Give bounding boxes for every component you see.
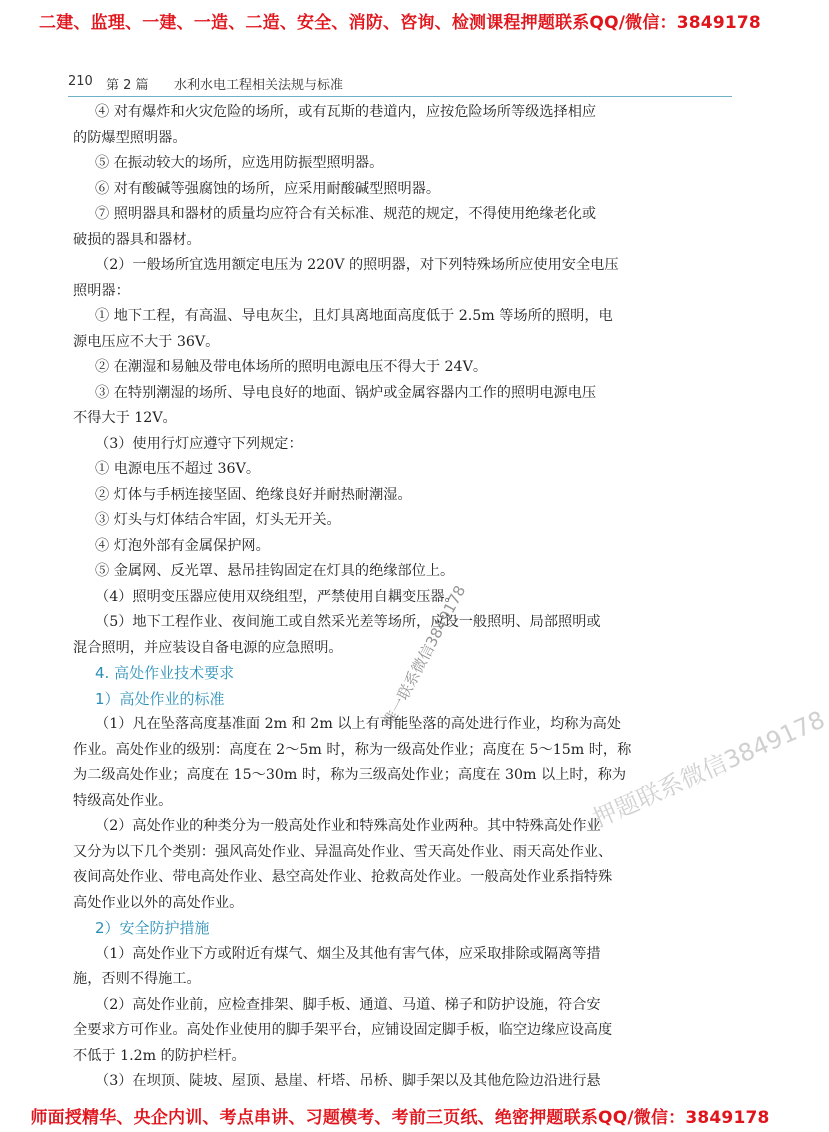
- watermark-text: 押题联系微信3849178: [588, 705, 829, 834]
- text-line: （3）在坝顶、陡坡、屋顶、悬崖、杆塔、吊桥、脚手架以及其他危险边沿进行悬: [95, 1073, 601, 1089]
- text-line: 源电压应不大于 36V。: [73, 333, 220, 350]
- text-line: （2）一般场所宜选用额定电压为 220V 的照明器，对下列特殊场所应使用安全电压: [95, 257, 619, 273]
- section-heading: 4. 高处作业技术要求: [95, 664, 235, 682]
- text-line: 作业。高处作业的级别：高度在 2～5m 时，称为一级高处作业；高度在 5～15m 时，称: [73, 741, 632, 758]
- text-line: （2）高处作业的种类分为一般高处作业和特殊高处作业两种。其中特殊高处作业: [95, 818, 601, 834]
- part-title: 水利水电工程相关法规与标准: [174, 78, 344, 93]
- text-line: 施，否则不得施工。: [73, 971, 201, 987]
- text-line: （5）地下工程作业、夜间施工或自然采光差等场所，应设一般照明、局部照明或: [95, 614, 601, 630]
- text-line: ② 灯体与手柄连接坚固、绝缘良好并耐热耐潮湿。: [95, 486, 412, 503]
- text-line: （4）照明变压器应使用双绕组型，严禁使用自耦变压器。: [95, 588, 459, 605]
- text-line: ⑤ 在振动较大的场所，应选用防振型照明器。: [95, 155, 384, 171]
- text-line: 为二级高处作业；高度在 15～30m 时，称为三级高处作业；高度在 30m 以上时，称为: [73, 767, 627, 783]
- text-line: （1）凡在坠落高度基准面 2m 和 2m 以上有可能坠落的高处进行作业，均称为高处: [95, 716, 622, 732]
- page-number: 210: [68, 74, 93, 89]
- text-line: 不得大于 12V。: [73, 410, 177, 426]
- page-header: [68, 70, 732, 97]
- text-line: 混合照明，并应装设自备电源的应急照明。: [73, 639, 343, 656]
- text-line: （2）高处作业前，应检查排架、脚手板、通道、马道、梯子和防护设施，符合安: [95, 996, 601, 1013]
- text-line: ① 地下工程，有高温、导电灰尘，且灯具离地面高度低于 2.5m 等场所的照明，电: [95, 308, 613, 324]
- text-line: ⑤ 金属网、反光罩、悬吊挂钩固定在灯具的绝缘部位上。: [95, 563, 455, 579]
- text-line: 全要求方可作业。高处作业使用的脚手架平台，应铺设固定脚手板，临空边缘应设高度: [73, 1022, 613, 1038]
- body-text: [73, 100, 733, 1095]
- subsection-heading: 2）安全防护措施: [95, 919, 210, 937]
- text-line: 又分为以下几个类别：强风高处作业、异温高处作业、雪天高处作业、雨天高处作业、: [73, 843, 613, 860]
- text-line: ② 在潮湿和易触及带电体场所的照明电源电压不得大于 24V。: [95, 359, 488, 375]
- watermark-text: 唯一联系微信3849178: [379, 582, 470, 730]
- text-line: ① 电源电压不超过 36V。: [95, 461, 261, 477]
- part-label: 第 2 篇: [106, 78, 149, 93]
- text-line: ④ 灯泡外部有金属保护网。: [95, 537, 270, 554]
- top-promo-banner: 二建、监理、一建、一造、二造、安全、消防、咨询、检测课程押题联系QQ/微信：3849178: [39, 13, 761, 33]
- text-line: （3）使用行灯应遵守下列规定：: [95, 435, 303, 452]
- text-line: 不低于 1.2m 的防护栏杆。: [73, 1047, 246, 1064]
- text-line: （1）高处作业下方或附近有煤气、烟尘及其他有害气体，应采取排除或隔离等措: [95, 945, 601, 962]
- text-line: 破损的器具和器材。: [73, 231, 201, 248]
- text-line: ④ 对有爆炸和火灾危险的场所，或有瓦斯的巷道内，应按危险场所等级选择相应: [95, 104, 597, 120]
- text-line: 照明器：: [73, 282, 130, 299]
- text-line: ③ 灯头与灯体结合牢固，灯头无开关。: [95, 512, 341, 528]
- bottom-promo-banner: 师面授精华、央企内训、考点串讲、习题模考、考前三页纸、绝密押题联系QQ/微信：3849178: [30, 1108, 770, 1128]
- text-line: 特级高处作业。: [73, 792, 173, 809]
- subsection-heading: 1）高处作业的标准: [95, 689, 225, 708]
- text-line: ⑥ 对有酸碱等强腐蚀的场所，应采用耐酸碱型照明器。: [95, 180, 441, 197]
- text-line: 夜间高处作业、带电高处作业、悬空高处作业、抢救高处作业。一般高处作业系指特殊: [73, 869, 613, 885]
- text-line: ③ 在特别潮湿的场所、导电良好的地面、锅炉或金属容器内工作的照明电源电压: [95, 384, 597, 401]
- text-line: 的防爆型照明器。: [73, 129, 187, 146]
- text-line: ⑦ 照明器具和器材的质量均应符合有关标准、规范的规定，不得使用绝缘老化或: [95, 206, 597, 222]
- text-line: 高处作业以外的高处作业。: [73, 894, 244, 911]
